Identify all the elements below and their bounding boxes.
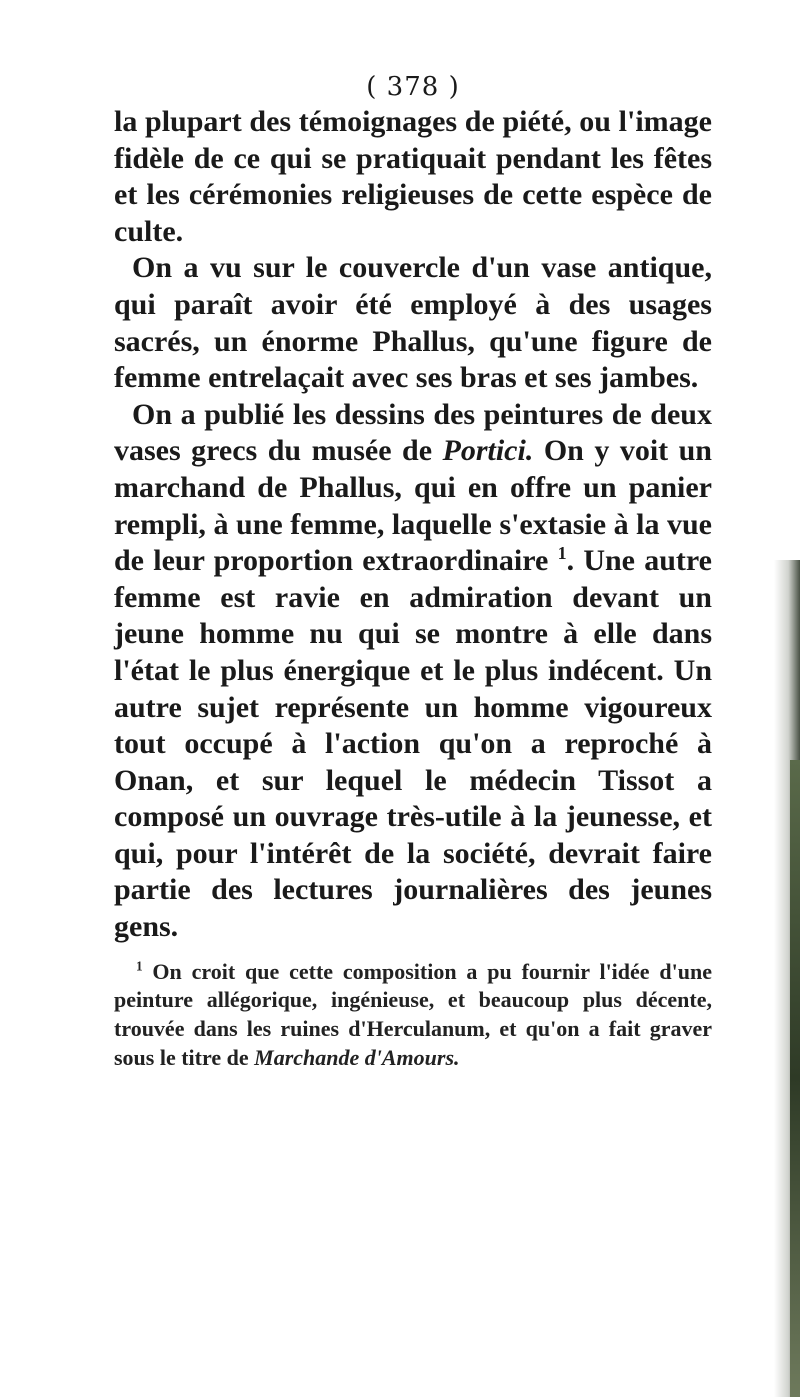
text-run: On a vu sur le couvercle d'un vase antique, qui paraît avoir été employé à des usages sacrés, un énorme Phallus, qu'une figure de femme entrelaçait avec ses bras et ses jambes. (114, 251, 712, 395)
binding-edge (790, 760, 800, 1397)
italic-place-name: Portici. (442, 434, 534, 468)
text-run: la plupart des témoignages de piété, ou l'image fidèle de ce qui se pratiquait pendant les fêtes et les cérémonies religieuses de cette espèce de culte. (114, 105, 712, 248)
text-run: On a publié les dessins des peintures de deux vases grecs du musée de (114, 397, 712, 468)
paragraph-3 (114, 397, 712, 946)
text-block (114, 74, 712, 1073)
italic-title: Marchande d'Amours. (254, 1045, 460, 1071)
footnote-marker: 1 (557, 543, 567, 564)
text-run: . Une autre femme est ravie en admiration devant un jeune homme nu qui se montre à elle dans l'état le plus énergique et le plus indécent. Un autre sujet représente un homme vigoureux tout occupé à l'action qu'on a reproché à Onan, et sur lequel le médecin Tissot a composé un ouvrage très-utile à la jeunesse, et qui, pour l'intérêt de la société, devrait faire partie des lectures journalières des jeunes gens. (114, 544, 712, 944)
text-run: On y voit un marchand de Phallus, qui en offre un panier rempli, à une femme, laquelle s'extasie à la vue de leur proportion extraordinaire (114, 434, 712, 578)
footnote-number: 1 (136, 958, 143, 974)
footnote (114, 958, 712, 1073)
footnote-text: On croit que cette composition a pu fournir l'idée d'une peinture allégorique, ingénieuse, et beaucoup plus décente, trouvée dans les ruines d'Herculanum, et qu'on a fait graver sous le titre de (114, 958, 712, 1071)
paragraph-2 (114, 250, 712, 396)
body-text (114, 104, 712, 946)
paragraph-1 (114, 104, 712, 250)
page-number: ( 378 ) (366, 72, 460, 102)
